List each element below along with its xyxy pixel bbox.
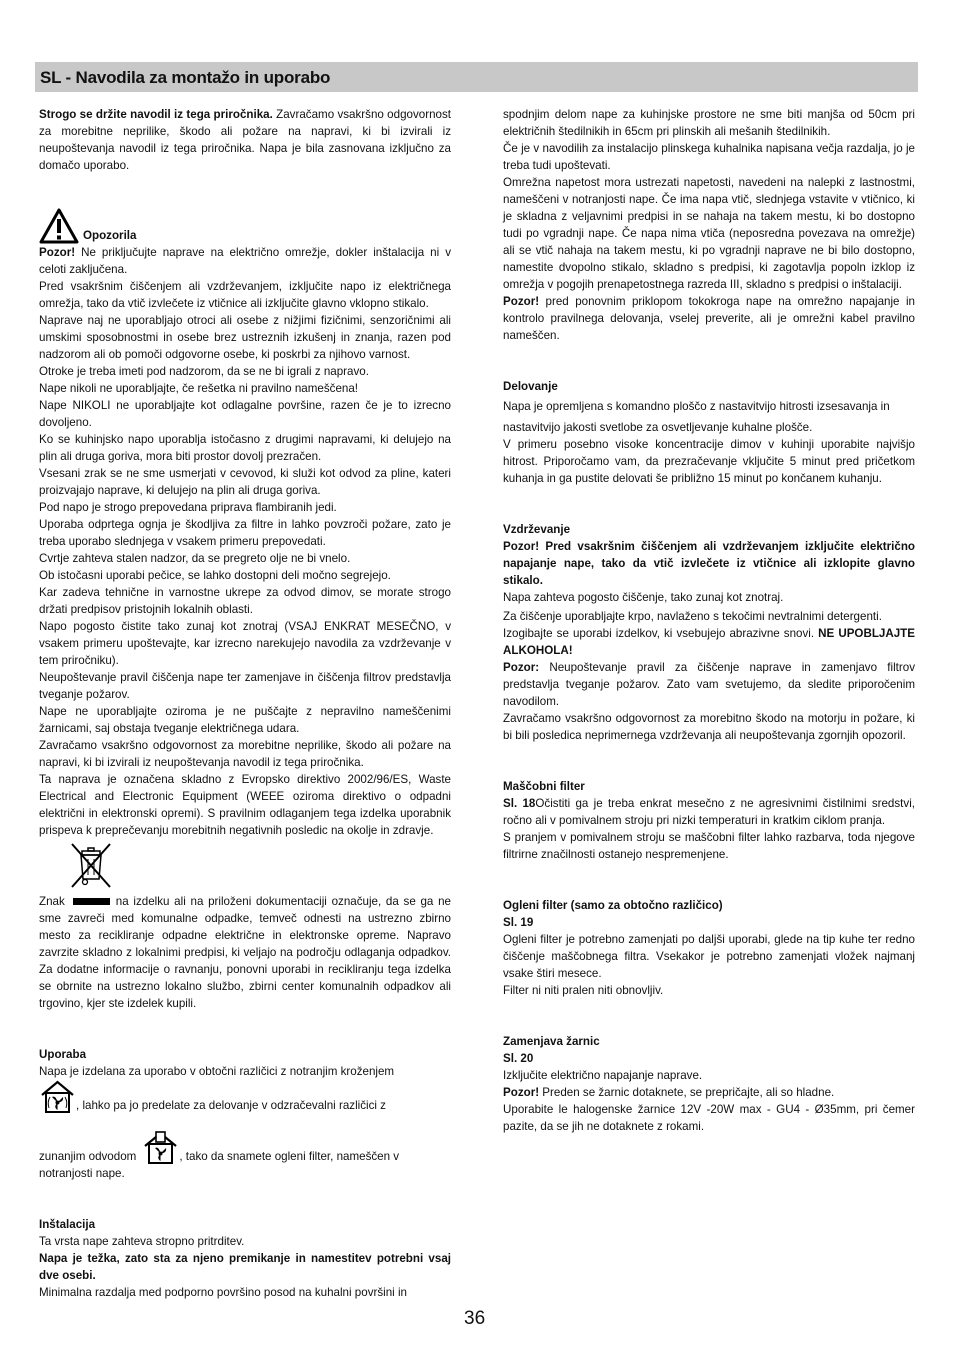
- intro-text: Zavračamo vsakršno odgovornost za morebitne neprilike, škodo ali požare na napravi, ki bi izvirali iz neupoštevanja navodil iz tega priročnika. Napa je bila zasnovana izključno za domačo uporabo.: [39, 108, 451, 172]
- intro-paragraph: [39, 106, 451, 174]
- grease-filter-p2: S pranjem v pomivalnem stroju se maščobni filter lahko razbarva, toda njegove filtrirne značilnosti ostanejo nespremenjene.: [503, 831, 915, 861]
- lamps-p1: Izključite električno napajanje naprave.: [503, 1069, 703, 1082]
- usage-line3: zunanjim odvodom: [39, 1150, 137, 1163]
- warning-paragraph: Ob istočasni uporabi pečice, se lahko dostopni deli močno segrejejo.: [39, 569, 391, 582]
- lamps-title: Zamenjava žarnic: [503, 1035, 600, 1048]
- lamps-p3: Uporabite le halogenske žarnice 12V -20W max - GU4 - Ø35mm, pri čemer pazite, da se jih ne dotaknete z rokami.: [503, 1103, 915, 1133]
- lamps-p2-bold: Pozor!: [503, 1086, 540, 1099]
- section-header: [35, 62, 918, 92]
- usage-line3-row: [39, 1131, 451, 1165]
- operation-title: Delovanje: [503, 380, 558, 393]
- operation-p2: nastavitvijo jakosti svetlobe za osvetljevanje kuhalne plošče.: [503, 421, 813, 434]
- page-title: SL - Navodila za montažo in uporabo: [40, 68, 331, 87]
- installation-p7-text: pred ponovnim priklopom tokokroga nape na omrežno napajanje in kontrolo pravilnega delovanja, vselej preverite, ali je omrežni kabel pravilno nameščen.: [503, 295, 915, 342]
- installation-p3: Minimalna razdalja med podporno površino posod na kuhalni površini in: [39, 1286, 407, 1299]
- extraction-mode-icon: [142, 1131, 179, 1165]
- installation-p7: [503, 293, 915, 344]
- lamps-p2-text: Preden se žarnic dotaknete, se prepričajte, ali so hladne.: [539, 1086, 835, 1099]
- usage-title: Uporaba: [39, 1048, 87, 1061]
- maintenance-p5: Zavračamo vsakršno odgovornost za morebitno škodo na motorju in požare, ki bi bili posledica neprimernega vzdrževanja ali neupoštevanja zgornjih opozoril.: [503, 712, 915, 742]
- maintenance-p4: [503, 659, 915, 710]
- warning-paragraph: Napo pogosto čistite tako zunaj kot znotraj (VSAJ ENKRAT MESEČNO, v vsakem primeru upoštevajte, kar izrecno narekujejo navodila za vzdrževanje v tem priročniku).: [39, 620, 451, 667]
- maintenance-p1: Napa zahteva pogosto čiščenje, tako zunaj kot znotraj.: [503, 591, 784, 604]
- intro-bold: Strogo se držite navodil iz tega priročnika.: [39, 108, 273, 121]
- operation-p3: V primeru posebno visoke koncentracije dimov v kuhinji uporabite najvišjo hitrost. Priporočamo vam, da prezračevanje vključite 5 minut pred pričetkom kuhanja in ga pustite delovati še približno 15 minut po končanem kuhanju.: [503, 438, 915, 485]
- lamps-p2: [503, 1084, 915, 1101]
- left-column: [39, 106, 451, 1301]
- carbon-filter-title: Ogleni filter (samo za obtočno različico): [503, 899, 723, 912]
- maintenance-p4-text: Neupoštevanje pravil za čiščenje naprave in zamenjavo filtrov predstavlja tveganje požarov. Zato vam svetujemo, da sledite priporočenim navodilom.: [503, 661, 915, 708]
- warning-paragraph: Pod napo je strogo prepovedana priprava flambiranih jedi.: [39, 501, 337, 514]
- weee-paragraph: [39, 893, 451, 1012]
- lamps-ref: Sl. 20: [503, 1052, 534, 1065]
- maintenance-p3-text: Izogibajte se uporabi izdelkov, ki vsebujejo abrazivne snovi.: [503, 627, 815, 640]
- warning-paragraph: Ta naprava je označena skladno z Evropsko direktivo 2002/96/ES, Waste Electrical and Electronic Equipment (WEEE oziroma direktivo o odpadni električni in elektronski opremi). S pravilnim odlaganjem tega izdelka uporabnik prispeva k preprečevanju morebitnih negativnih posledic na okolje in zdravje.: [39, 773, 451, 837]
- page-number: 36: [464, 1308, 486, 1329]
- warning-paragraph: Uporaba odprtega ognja je škodljiva za filtre in lahko povzroči požare, zato je treba uporabo slednjega v vsakem primeru prepovedati.: [39, 518, 451, 548]
- installation-p1: Ta vrsta nape zahteva stropno pritrditev.: [39, 1235, 245, 1248]
- installation-p5: Če je v navodilih za instalacijo plinskega kuhalnika napisana večja razdalja, jo je treba tudi upoštevati.: [503, 142, 915, 172]
- carbon-filter-ref: Sl. 19: [503, 916, 534, 929]
- installation-p4: spodnjim delom nape za kuhinjske prostore ne sme biti manjša od 50cm pri električnih štedilnikih in 65cm pri plinskih ali mešanih štedilnikih.: [503, 108, 915, 138]
- usage-line2: , lahko pa jo predelate za delovanje v odzračevalni različici z: [76, 1099, 386, 1112]
- weee-text: na izdelku ali na priloženi dokumentaciji označuje, da se ga ne sme zavreči med komunalne odpadke, temveč odnesti na ustrezno zbirno mesto za recikliranje odpadne električne in elektronske opreme. Napravo zavrzite skladno z lokalnimi predpisi, ki veljajo na področju odlaganja odpadkov. Za dodatne informacije o ravnanju, ponovni uporabi in recikliranju tega izdelka se obrnite na ustrezno lokalno službo, zbirni center komunalnih odpadkov ali trgovino, kjer ste izdelek kupili.: [39, 895, 451, 1010]
- warning-paragraph: Pred vsakršnim čiščenjem ali vzdrževanjem, izključite napo iz električnega omrežja, tako da vtič izvlečete iz vtičnice ali izključite glavno vklopno stikalo.: [39, 280, 451, 310]
- installation-p6: Omrežna napetost mora ustrezati napetosti, navedeni na nalepki z lastnostmi, nameščeni v notranjosti nape. Če ima napa vtič, slednjega vstavite v vtičnico, ki je skladna z veljavnimi predpisi in se nahaja na takem mestu, ki bo dostopno tudi po vgradnji nape. Če napa nima vtiča (neposredna povezava na omrežje) ali se vtič nahaja na takem mestu, ki po vgradnji naprave ne bi bilo dostopno, namestite dvopolno stikalo, skladno s predpisi, ki zagotavlja popoln izklop iz omrežja v pogojih prenapetostnega razreda III, skladno s predpisi o inštalaciji.: [503, 176, 915, 291]
- maintenance-p3: [503, 625, 915, 659]
- warning-paragraph: Nape NIKOLI ne uporabljajte kot odlagalne površine, razen če je to izrecno dovoljeno.: [39, 399, 451, 429]
- warning-paragraph: Zavračamo vsakršno odgovornost za morebitne neprilike, škodo ali požare na napravi, ki bi izvirali iz neupoštevanja navodil iz tega priročnika.: [39, 739, 451, 769]
- warning-paragraph: Nape ne uporabljajte oziroma je ne puščajte z nepravilno nameščenimi žarnicami, saj obstaja tveganje električnega udara.: [39, 705, 451, 735]
- bin-bar-icon: [73, 898, 110, 905]
- weee-prefix: Znak: [39, 895, 65, 908]
- warning-paragraph: Neupoštevanje pravil čiščenja nape ter zamenjave in čiščenja filtrov predstavlja tveganje požarov.: [39, 671, 451, 701]
- grease-filter-p1: [503, 795, 915, 829]
- right-column: [503, 106, 915, 1135]
- crossed-out-bin-icon: [69, 841, 113, 891]
- warning-paragraph: Ko se kuhinjsko napo uporablja istočasno z drugimi napravami, ki delujejo na plin ali druga goriva, mora biti prostor dovolj prezračen.: [39, 433, 451, 463]
- warning-paragraph: Kar zadeva tehnične in varnostne ukrepe za odvod dimov, se morate strogo držati predpisov pristojnih lokalnih oblasti.: [39, 586, 451, 616]
- maintenance-p2: Za čiščenje uporabljajte krpo, navlaženo s tekočimi nevtralnimi detergenti.: [503, 610, 882, 623]
- maintenance-title: Vzdrževanje: [503, 523, 571, 536]
- installation-p7-bold: Pozor!: [503, 295, 540, 308]
- usage-line2-row: [39, 1080, 451, 1114]
- installation-p2: Napa je težka, zato sta za njeno premikanje in namestitev potrebni vsaj dve osebi.: [39, 1252, 451, 1282]
- warning-triangle-icon: [39, 208, 79, 244]
- grease-filter-title: Maščobni filter: [503, 780, 585, 793]
- recirculation-mode-icon: [39, 1080, 76, 1114]
- usage-line4-end: notranjosti nape.: [39, 1167, 125, 1180]
- operation-p1: Napa je opremljena s komandno ploščo z nastavitvijo hitrosti izsesavanja in: [503, 400, 890, 413]
- warning-paragraph: Naprave naj ne uporabljajo otroci ali osebe z nižjimi fizičnimi, senzoričnimi ali umskimi sposobnostmi in osebe brez ustreznih izkušenj in znanja, razen pod nadzorom ali ob pomoči odgovorne osebe, ki poskrbi za njihovo varnost.: [39, 314, 451, 361]
- grease-filter-ref: Sl. 18: [503, 797, 536, 810]
- warnings-title: Opozorila: [83, 229, 137, 242]
- carbon-filter-p2: Filter ni niti pralen niti obnovljiv.: [503, 984, 664, 997]
- usage-line4-start: , tako da snamete ogleni filter, nameščen v: [179, 1150, 400, 1163]
- warning-first-text: Ne priključujte naprave na električno omrežje, dokler inštalacija ni v celoti zaključena.: [39, 246, 451, 276]
- warning-paragraph: Nape nikoli ne uporabljajte, če rešetka ni pravilno nameščena!: [39, 382, 359, 395]
- usage-line1: Napa je izdelana za uporabo v obtočni različici z notranjim kroženjem: [39, 1065, 395, 1078]
- warning-paragraph: Otroke je treba imeti pod nadzorom, da se ne bi igrali z napravo.: [39, 365, 369, 378]
- warning-first-bold: Pozor!: [39, 246, 76, 259]
- grease-filter-p1-text: Očistiti ga je treba enkrat mesečno z ne agresivnimi čistilnimi sredstvi, ročno ali v pomivalnem stroju pri nizki temperaturi in kratkim ciklom pranja.: [503, 797, 915, 827]
- warnings-heading: [39, 208, 451, 244]
- warning-paragraph: Vsesani zrak se ne sme usmerjati v cevovod, ki služi kot odvod za pline, kateri proizvajajo naprave, ki delujejo na plin ali druga goriva.: [39, 467, 451, 497]
- carbon-filter-p1: Ogleni filter je potrebno zamenjati po daljši uporabi, glede na tip kuhe ter redno čiščenje maščobnega filtra. Vsekakor je potrebno zamenjati vložek najmanj vsake štiri mesece.: [503, 933, 915, 980]
- maintenance-p3-bold: NE UPOBLJAJTE ALKOHOLA!: [503, 627, 915, 657]
- warning-first: [39, 244, 451, 278]
- maintenance-p4-bold: Pozor:: [503, 661, 540, 674]
- maintenance-bold: Pozor! Pred vsakršnim čiščenjem ali vzdrževanjem izključite električno napajanje nape, tako da vtič izvlečete iz vtičnice ali izklopite glavno stikalo.: [503, 540, 915, 587]
- installation-title: Inštalacija: [39, 1218, 96, 1231]
- warning-paragraph: Cvrtje zahteva stalen nadzor, da se pregreto olje ne bi vnelo.: [39, 552, 351, 565]
